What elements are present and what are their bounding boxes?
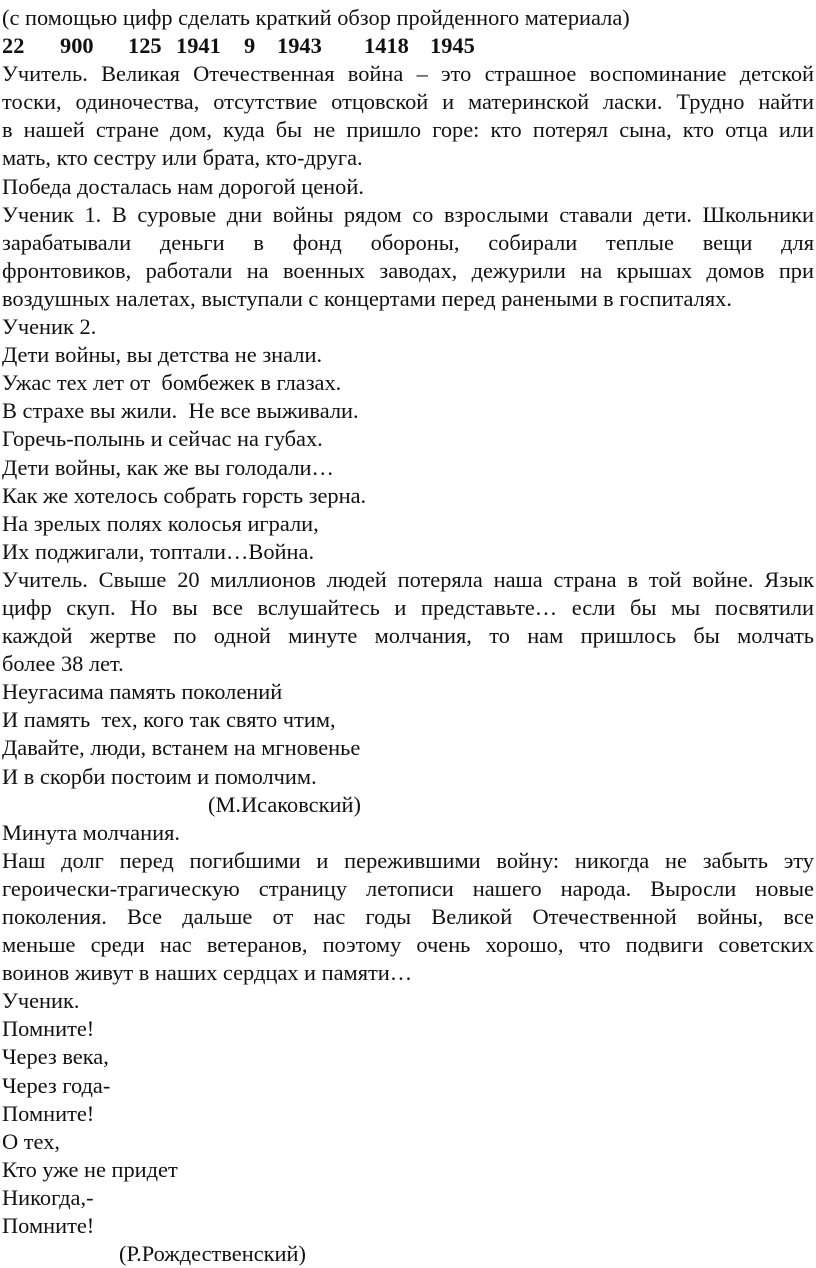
poem-line: И в скорби постоим и помолчим. — [2, 763, 317, 789]
paragraph-line: каждой жертве по одной минуте молчания, то нам пришлось бы молчать — [2, 623, 814, 649]
paragraph-line: воздушных налетах, выступали с концертами перед ранеными в госпиталях. — [2, 285, 732, 311]
poem-author: (М.Исаковский) — [208, 791, 361, 817]
poem-line: Горечь-полынь и сейчас на губах. — [2, 426, 323, 452]
number-9: 9 — [244, 33, 256, 59]
poem-line: Ужас тех лет от бомбежек в глазах. — [2, 370, 342, 396]
victory-sentence: Победа досталась нам дорогой ценой. — [2, 173, 364, 199]
poem-line: В страхе вы жили. Не все выживали. — [2, 398, 359, 424]
paragraph-line: Наш долг перед погибшими и пережившими войну: никогда не забыть эту — [2, 847, 814, 873]
paragraph-line: героически-трагическую страницу летописи нашего народа. Выросли новые — [2, 875, 814, 901]
number-125: 125 — [128, 33, 162, 59]
poem-rozhdestvensky — [2, 1015, 814, 1268]
number-900: 900 — [60, 33, 94, 59]
paragraph-line: Учитель. Свыше 20 миллионов людей потеряла наша страна в той войне. Язык — [2, 566, 814, 592]
poem-line: И память тех, кого так свято чтим, — [2, 707, 336, 733]
student2-label: Ученик 2. — [2, 314, 97, 340]
poem-line: Помните! — [2, 1016, 95, 1042]
poem-line: О тех, — [2, 1128, 60, 1154]
poem-line: Помните! — [2, 1213, 95, 1239]
paragraph-line: Учитель. Великая Отечественная война – это страшное воспоминание детской — [2, 61, 814, 87]
number-1945: 1945 — [430, 33, 475, 59]
poem-line: На зрелых полях колосья играли, — [2, 510, 319, 536]
key-numbers-row — [2, 32, 814, 60]
number-1941: 1941 — [176, 33, 221, 59]
paragraph-line: мать, кто сестру или брата, кто-друга. — [2, 145, 363, 171]
poem-line: Неугасима память поколений — [2, 679, 283, 705]
poem-line: Через века, — [2, 1044, 109, 1070]
poem-line: Кто уже не придет — [2, 1156, 178, 1182]
closing-paragraph — [2, 847, 814, 987]
number-1943: 1943 — [277, 33, 322, 59]
paragraph-line: воинов живут в наших сердцах и памяти… — [2, 960, 413, 986]
poem-line: Помните! — [2, 1100, 95, 1126]
student-label: Ученик. — [2, 988, 80, 1014]
poem-line: Дети войны, вы детства не знали. — [2, 342, 323, 368]
poem-isakovsky — [2, 678, 814, 818]
number-1418: 1418 — [364, 33, 409, 59]
paragraph-line: фронтовиков, работали на военных заводах, дежурили на крышах домов при — [2, 257, 814, 283]
teacher-paragraph-2 — [2, 566, 814, 678]
poem-line: Дети войны, как же вы голодали… — [2, 454, 334, 480]
paragraph-line: Ученик 1. В суровые дни войны рядом со взрослыми ставали дети. Школьники — [2, 201, 814, 227]
teacher-paragraph-1 — [2, 60, 814, 172]
number-22: 22 — [2, 33, 25, 59]
poem-line: Давайте, люди, встанем на мгновенье — [2, 735, 361, 761]
intro-note: (с помощью цифр сделать краткий обзор пройденного материала) — [2, 5, 630, 30]
paragraph-line: меньше среди нас ветеранов, поэтому очень хорошо, что подвиги советских — [2, 932, 814, 958]
poem-line: Как же хотелось собрать горсть зерна. — [2, 482, 367, 508]
paragraph-line: зарабатывали деньги в фонд обороны, собирали теплые вещи для — [2, 229, 814, 255]
poem-line: Их поджигали, топтали…Война. — [2, 538, 315, 564]
student1-paragraph — [2, 201, 814, 313]
paragraph-line: более 38 лет. — [2, 651, 124, 677]
paragraph-line: в нашей стране дом, куда бы не пришло горе: кто потерял сына, кто отца или — [2, 117, 814, 143]
poem-line: Никогда,- — [2, 1184, 94, 1210]
minute-of-silence: Минута молчания. — [2, 819, 180, 845]
paragraph-line: тоски, одиночества, отсутствие отцовской и материнской ласки. Трудно найти — [2, 89, 814, 115]
poem-author: (Р.Рождественский) — [119, 1241, 306, 1267]
paragraph-line: поколения. Все дальше от нас годы Великой Отечественной войны, все — [2, 904, 814, 929]
paragraph-line: цифр скуп. Но вы все вслушайтесь и представьте… если бы мы посвятили — [2, 594, 814, 620]
poem-line: Через года- — [2, 1072, 111, 1098]
poem-children-of-war — [2, 341, 814, 566]
